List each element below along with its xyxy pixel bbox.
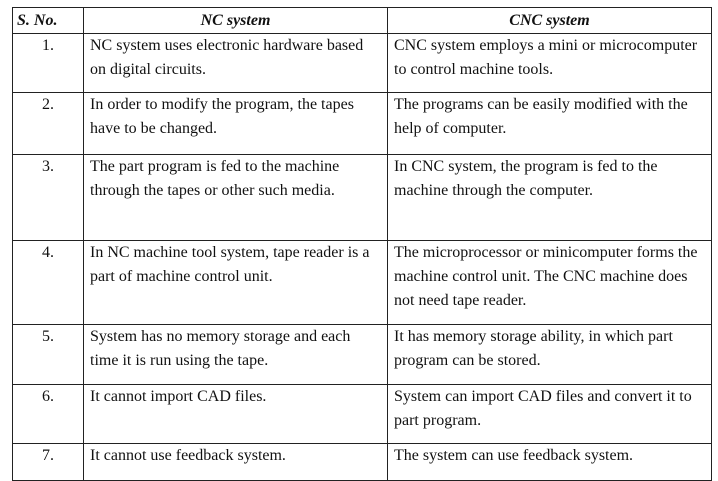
table-row bbox=[13, 241, 712, 325]
table-row bbox=[13, 385, 712, 444]
cnc-cell: The programs can be easily modified with the help of computer. bbox=[388, 93, 712, 155]
nc-cell: The part program is fed to the machine through the tapes or other such media. bbox=[84, 155, 388, 241]
table-row bbox=[13, 444, 712, 481]
nc-cell: System has no memory storage and each time it is run using the tape. bbox=[84, 325, 388, 385]
table-row bbox=[13, 93, 712, 155]
row-number: 3. bbox=[13, 155, 84, 241]
table-row bbox=[13, 325, 712, 385]
nc-cell: NC system uses electronic hardware based on digital circuits. bbox=[84, 34, 388, 93]
row-number: 6. bbox=[13, 385, 84, 444]
cnc-cell: The microprocessor or minicomputer forms the machine control unit. The CNC machine does not need tape reader. bbox=[388, 241, 712, 325]
cnc-cell: System can import CAD files and convert it to part program. bbox=[388, 385, 712, 444]
table-row bbox=[13, 34, 712, 93]
nc-cell: In order to modify the program, the tapes have to be changed. bbox=[84, 93, 388, 155]
cnc-cell: It has memory storage ability, in which part program can be stored. bbox=[388, 325, 712, 385]
nc-cell: In NC machine tool system, tape reader is a part of machine control unit. bbox=[84, 241, 388, 325]
row-number: 2. bbox=[13, 93, 84, 155]
row-number: 1. bbox=[13, 34, 84, 93]
row-number: 5. bbox=[13, 325, 84, 385]
cnc-cell: The system can use feedback system. bbox=[388, 444, 712, 481]
header-nc-system: NC system bbox=[84, 8, 388, 34]
header-cnc-system: CNC system bbox=[388, 8, 712, 34]
table-row bbox=[13, 155, 712, 241]
cnc-cell: CNC system employs a mini or microcomputer to control machine tools. bbox=[388, 34, 712, 93]
header-row bbox=[13, 8, 712, 34]
cnc-cell: In CNC system, the program is fed to the machine through the computer. bbox=[388, 155, 712, 241]
row-number: 4. bbox=[13, 241, 84, 325]
comparison-table bbox=[12, 7, 712, 481]
nc-cell: It cannot use feedback system. bbox=[84, 444, 388, 481]
nc-cell: It cannot import CAD files. bbox=[84, 385, 388, 444]
row-number: 7. bbox=[13, 444, 84, 481]
header-sno: S. No. bbox=[13, 8, 84, 34]
